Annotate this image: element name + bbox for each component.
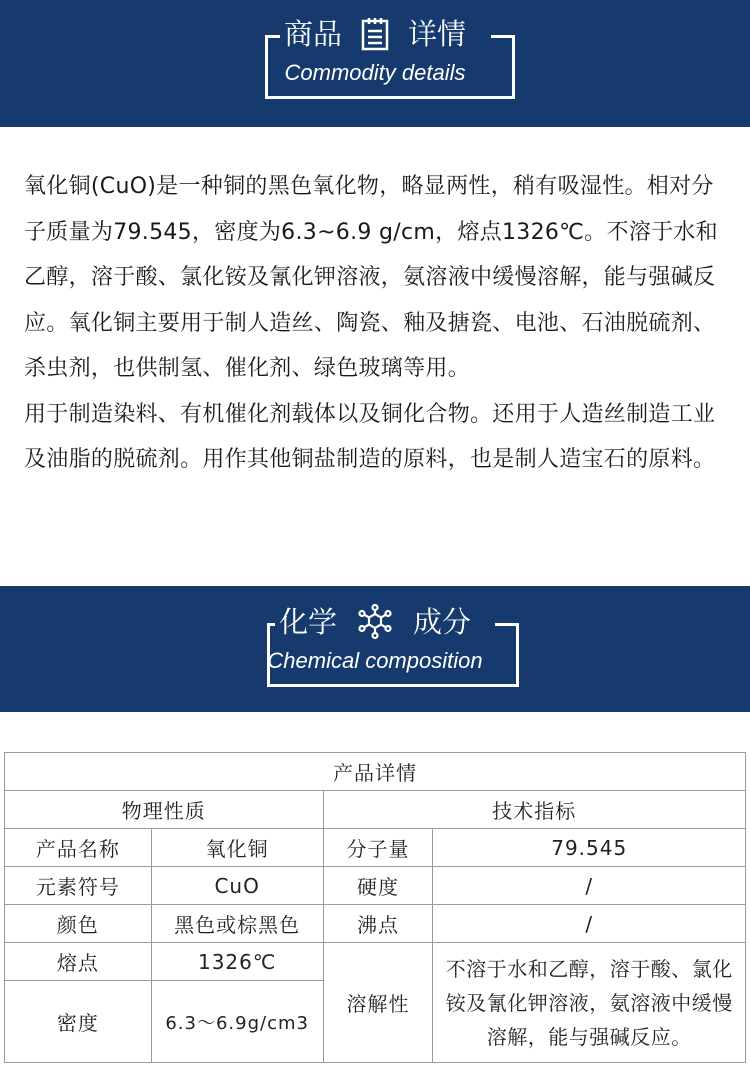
- property-name: 产品名称: [5, 829, 152, 867]
- property-value: 黑色或棕黑色: [151, 905, 323, 943]
- product-spec-table: [4, 752, 746, 1063]
- product-description: [0, 138, 750, 573]
- property-name: 颜色: [5, 905, 152, 943]
- table-row: [5, 943, 746, 981]
- molecule-icon: [353, 604, 397, 640]
- section-subtitle: Chemical composition: [267, 648, 483, 673]
- section-title-left: 化学: [275, 602, 341, 642]
- property-name: 溶解性: [323, 943, 433, 1063]
- property-value: /: [433, 905, 746, 943]
- commodity-details-banner: [0, 0, 750, 127]
- property-name: 分子量: [323, 829, 433, 867]
- property-name: 硬度: [323, 867, 433, 905]
- property-value: CuO: [151, 867, 323, 905]
- section-subtitle: Commodity details: [284, 60, 466, 85]
- property-value: 氧化铜: [151, 829, 323, 867]
- notepad-icon: [358, 17, 392, 51]
- group-header-physical: 物理性质: [5, 791, 324, 829]
- property-value: 1326℃: [151, 943, 323, 981]
- section-title-right: 成分: [409, 602, 475, 642]
- section-title-left: 商品: [280, 14, 346, 54]
- group-header-technical: 技术指标: [323, 791, 745, 829]
- property-value: 6.3～6.9g/cm3: [151, 981, 323, 1063]
- chemical-composition-banner: [0, 586, 750, 712]
- description-paragraph: 氧化铜(CuO)是一种铜的黑色氧化物，略显两性，稍有吸湿性。相对分子质量为79.545，密度为6.3~6.9 g/cm，熔点1326℃。不溶于水和乙醇，溶于酸、氯化铵及氰化钾溶液，氨溶液中缓慢溶解，能与强碱反应。氧化铜主要用于制人造丝、陶瓷、釉及搪瓷、电池、石油脱硫剂、杀虫剂，也供制氢、催化剂、绿色玻璃等用。: [24, 174, 718, 381]
- property-name: 密度: [5, 981, 152, 1063]
- description-paragraph: 用于制造染料、有机催化剂载体以及铜化合物。还用于人造丝制造工业及油脂的脱硫剂。用作其他铜盐制造的原料，也是制人造宝石的原料。: [24, 401, 716, 472]
- property-value: 不溶于水和乙醇，溶于酸、氯化铵及氰化钾溶液，氨溶液中缓慢溶解，能与强碱反应。: [433, 943, 746, 1063]
- section-title: [0, 602, 750, 642]
- property-name: 沸点: [323, 905, 433, 943]
- property-value: /: [433, 867, 746, 905]
- section-title: [0, 14, 750, 54]
- table-row: [5, 867, 746, 905]
- table-row: [5, 905, 746, 943]
- table-caption: 产品详情: [5, 753, 746, 791]
- section-title-right: 详情: [404, 14, 470, 54]
- table-row: [5, 829, 746, 867]
- property-name: 元素符号: [5, 867, 152, 905]
- property-value: 79.545: [433, 829, 746, 867]
- property-name: 熔点: [5, 943, 152, 981]
